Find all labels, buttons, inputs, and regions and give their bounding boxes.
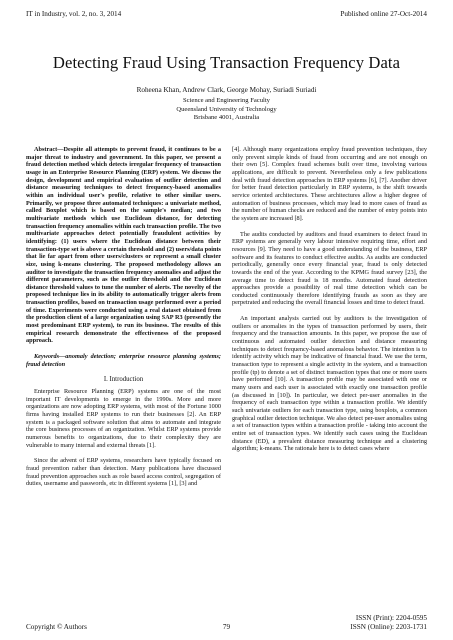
authors: Roheena Khan, Andrew Clark, George Mohay, Suriadi Suriadi	[136, 86, 317, 94]
left-column	[26, 146, 221, 488]
paragraph: An important analysis carried out by auditors is the investigation of outliers or anomalies in the types of transaction performed by users, their frequency and the transaction amounts. In this paper, we propose the use of continuous and automated outlier detection and distance measuring techniques to detect frequency-based anomalous behavior. The intention is to identify activity which may be indicative of financial fraud. We use the term, transaction type to represent a single activity in the system, and a transaction profile (tp) to denote a set of distinct transaction types that one or more users have performed [10]. A transaction profile may be associated with one or many users and each user is associated with exactly one transaction profile (as discussed in [10]). In particular, we detect per-user anomalies in the frequency of each transaction type within a transaction profile. We identify such univariate outliers for each transaction type, using boxplots, a common graphical outlier detection technique. We also detect per-user anomalies using a set of transaction types within a transaction profile - taking into account the entire set of transaction types. We identify such cases using the Euclidean distance (ED), a prevalent distance measuring technique and a clustering algorithm; k-means. The rationale here is to detect cases where	[232, 315, 427, 453]
copyright: Copyright © Authors	[26, 623, 87, 631]
author-block	[0, 86, 453, 122]
paragraph: The audits conducted by auditors and fraud examiners to detect fraud in ERP systems are generally very labour intensive requiring time, effort and resources [9]. They need to have a good understanding of the business, ERP software and its features to conduct effective audits. As audits are conducted periodically, generally once every financial year, fraud is only detected towards the end of the year. According to the KPMG fraud survey [23], the average time to detect fraud is 18 months. Automated fraud detection approaches provide a possibility of real time detection which can be conducted continuously therefore identifying frauds as soon as they are perpetrated and reducing the overall financial losses and time to detect fraud.	[232, 230, 427, 307]
keywords: Keywords—anomaly detection; enterprise resource planning systems; fraud detection	[26, 353, 221, 368]
abstract: Abstract—Despite all attempts to prevent fraud, it continues to be a major threat to industry and government. In this paper, we present a fraud detection method which detects irregular frequency of transaction usage in an Enterprise Resource Planning (ERP) system. We discuss the design, development and empirical evaluation of outlier detection and distance measuring techniques to detect frequency-based anomalies within an individual user's profile, relative to other similar users. Primarily, we propose three automated techniques: a univariate method, called Boxplot which is based on the sample's median; and two multivariate methods which use Euclidean distance, for detecting transaction frequency anomalies within each transaction profile. The two multivariate approaches detect potentially fraudulent activities by identifying: (1) users where the Euclidean distance between their transaction-type set is above a certain threshold and (2) users/data points that lie far apart from other users/clusters or represent a small cluster size, using k-means clustering. The proposed methodology allows an auditor to investigate the transaction frequency anomalies and adjust the different parameters, such as the outlier threshold and the Euclidean distance threshold values to tune the number of alerts. The novelty of the proposed technique lies in its ability to automatically trigger alerts from transaction profiles, based on transaction usage performed over a period of time. Experiments were conducted using a real dataset obtained from the production client of a large organization using SAP R3 (presently the most predominant ERP system), to run its business. The results of this empirical research demonstrate the effectiveness of the proposed approach.	[26, 146, 221, 345]
publication-date: Published online 27-Oct-2014	[340, 10, 427, 18]
issn-print: ISSN (Print): 2204-0595	[355, 614, 427, 622]
affiliation-line: Queensland University of Technology	[176, 105, 277, 113]
right-column	[232, 146, 427, 453]
page-number: 79	[222, 623, 231, 631]
paragraph: Enterprise Resource Planning (ERP) systems are one of the most important IT developments to emerge in the 1990s. More and more organizations are now adopting ERP systems, with most of the Fortune 1000 firms having installed ERP systems to run their businesses [2]. An ERP system is a packaged software solution that aims to automate and integrate the core business processes of an organization. Whilst ERP systems provide numerous benefits to organizations, due to their complexity they are vulnerable to many internal and external threats [1].	[26, 388, 221, 449]
journal-header: IT in Industry, vol. 2, no. 3, 2014	[26, 10, 122, 18]
paragraph: Since the advent of ERP systems, researchers have typically focused on fraud prevention rather than detection. Many publications have discussed fraud prevention approaches such as role based access control, segregation of duties, username and passwords, etc in different systems [1], [3] and	[26, 457, 221, 488]
section-heading: I. Introduction	[103, 376, 144, 384]
issn-online: ISSN (Online): 2203-1731	[350, 623, 427, 631]
issn-block	[350, 614, 427, 632]
paper-title: Detecting Fraud Using Transaction Frequency Data	[52, 53, 401, 72]
paragraph: [4]. Although many organizations employ fraud prevention techniques, they only prevent simple kinds of fraud from occurring and are not enough on their own [5]. Complex fraud schemes built over time, involving various applications, are difficult to prevent. Nevertheless only a few publications deal with fraud detection approaches in ERP systems [6], [7]. Another driver for better fraud detection particularly in ERP systems, is the shift towards service oriented architectures. These architectures allow a higher degree of automation of business processes, which may lead to more cases of fraud as the number of human checks are reduced and the number of entry points into the system are increased [8].	[232, 146, 427, 222]
affiliation-line: Science and Engineering Faculty	[183, 97, 270, 105]
affiliation-line: Brisbane 4001, Australia	[193, 113, 260, 121]
